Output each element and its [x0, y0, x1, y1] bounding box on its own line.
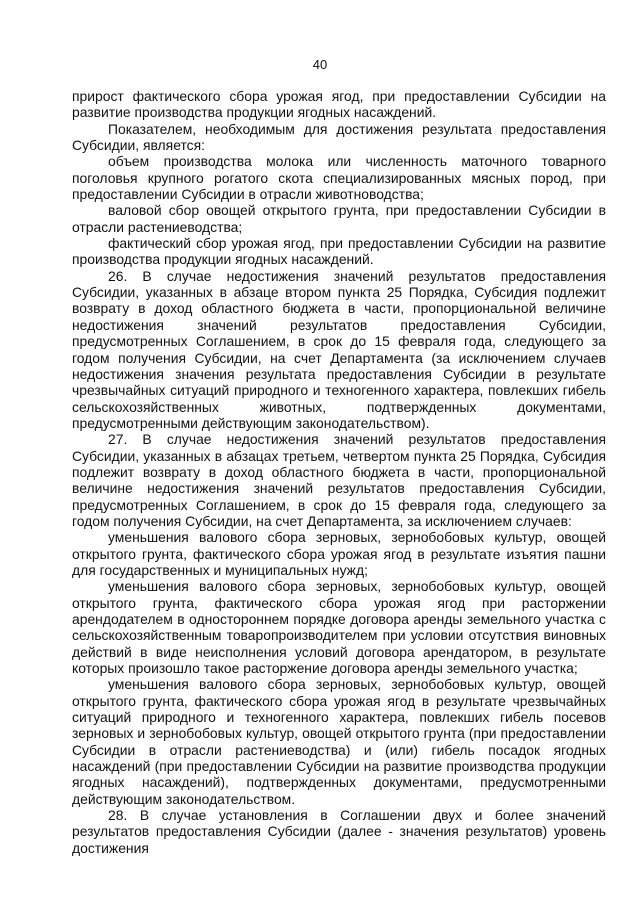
- paragraph: фактический сбор урожая ягод, при предоставлении Субсидии на развитие производства продукции ягодных насаждений.: [72, 235, 606, 268]
- paragraph: Показателем, необходимым для достижения результата предоставления Субсидии, является:: [72, 120, 606, 154]
- paragraph: 27. В случае недостижения значений результатов предоставления Субсидии, указанных в абзацах третьем, четвертом пункта 25 Порядка, Субсидия подлежит возврату в доход областного бюджета в части, пропорциональной величине недостижения значений результатов предоставления Субсидии, предусмотренных Соглашением, в срок до 15 февраля года, следующего за годом получения Субсидии, на счет Департамента, за исключением случаев:: [72, 431, 606, 529]
- paragraph: 26. В случае недостижения значений результатов предоставления Субсидии, указанных в абзаце втором пункта 25 Порядка, Субсидия подлежит возврату в доход областного бюджета в части, пропорциональной величине недостижения значений результатов предоставления Субсидии, предусмотренных Соглашением, в срок до 15 февраля года, следующего за годом получения Субсидии, на счет Департамента (за исключением случаев недостижения значения результата предоставления Субсидии в результате чрезвычайных ситуаций природного и техногенного характера, повлекших гибель сельскохозяйственных животных, подтвержденных документами, предусмотренными действующим законодательством).: [72, 267, 606, 431]
- paragraph: 28. В случае установления в Соглашении двух и более значений результатов предоставления Субсидии (далее - значения результатов) уровень достижения: [72, 807, 606, 856]
- page-number: 40: [312, 57, 328, 72]
- paragraph: уменьшения валового сбора зерновых, зернобобовых культур, овощей открытого грунта, фактического сбора урожая ягод при расторжении арендодателем в одностороннем порядке договора аренды земельного участка с сельскохозяйственным товаропроизводителем при условии отсутствия виновных действий в виде неисполнения условий договора арендатором, в результате которых произошло такое расторжение договора аренды земельного участка;: [72, 578, 606, 677]
- paragraph: объем производства молока или численность маточного товарного поголовья крупного рогатого скота специализированных мясных пород, при предоставлении Субсидии в отрасли животноводства;: [72, 153, 606, 203]
- document-body: [72, 88, 606, 856]
- paragraph: уменьшения валового сбора зерновых, зернобобовых культур, овощей открытого грунта, фактического сбора урожая ягод в результате чрезвычайных ситуаций природного и техногенного характера, повлекших гибель посевов зерновых и зернобобовых культур, овощей открытого грунта (при предоставлении Субсидии в отрасли растениеводства) и (или) гибель посадок ягодных насаждений (при предоставлении Субсидии на развитие производства продукции ягодных насаждений), подтвержденных документами, предусмотренными действующим законодательством.: [72, 676, 606, 807]
- paragraph: прирост фактического сбора урожая ягод, при предоставлении Субсидии на развитие производства продукции ягодных насаждений.: [72, 88, 606, 121]
- paragraph: валовой сбор овощей открытого грунта, при предоставлении Субсидии в отрасли растениеводства;: [72, 202, 606, 235]
- paragraph: уменьшения валового сбора зерновых, зернобобовых культур, овощей открытого грунта, фактического сбора урожая ягод в результате изъятия пашни для государственных и муниципальных нужд;: [72, 529, 606, 578]
